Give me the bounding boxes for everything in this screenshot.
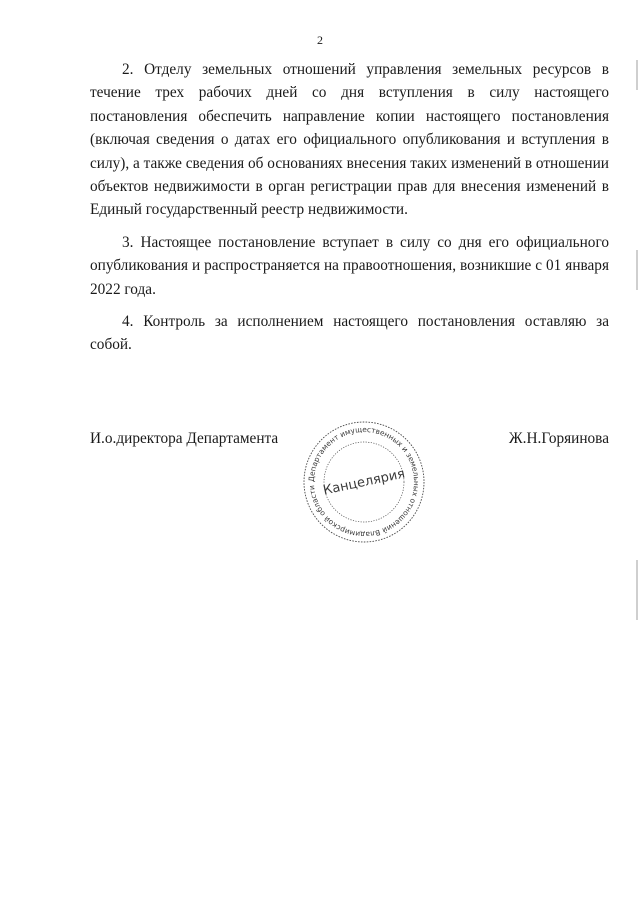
paragraph-3: 3. Настоящее постановление вступает в силу со дня его официального опубликования и распространяется на правоотношения, возникшие с 01 января 2022 года. (90, 233, 609, 298)
page-number: 2 (317, 33, 323, 47)
paragraph-4: 4. Контроль за исполнением настоящего постановления оставляю за собой. (90, 313, 609, 354)
signatory-name: Ж.Н.Горяинова (508, 430, 609, 447)
stamp-graphic (300, 418, 428, 546)
stamp-center-text: Канцелярия (321, 466, 407, 499)
paragraph-2: 2. Отделу земельных отношений управления земельных ресурсов в течение трех рабочих дней со дня вступления в силу настоящего постановления обеспечить направление копии настоящего постановления (включая сведения о датах его официального опубликования и вступления в силу), а также сведения об основаниях внесения таких изменений в отношении объектов недвижимости в орган регистрации прав для внесения изменений в Единый государственный реестр недвижимости. (90, 61, 609, 219)
document-body (90, 58, 609, 366)
scan-edge-mark (636, 60, 638, 90)
scan-edge-mark (636, 250, 638, 290)
scan-edge-mark (636, 560, 638, 620)
office-stamp (300, 418, 428, 546)
signatory-title: И.о.директора Департамента (90, 430, 279, 447)
stamp-ring-text: Департамент имущественных и земельных отношений Владимирской области (306, 424, 422, 540)
